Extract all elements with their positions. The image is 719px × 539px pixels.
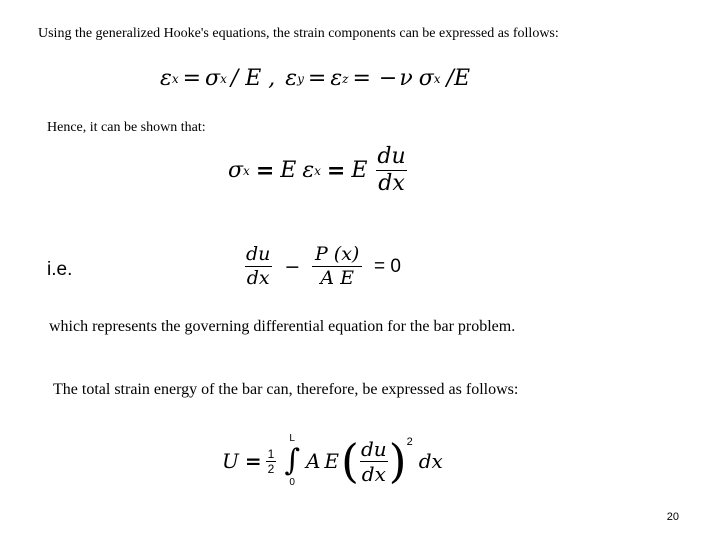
denominator-dx: dx	[361, 461, 386, 486]
epsilon-symbol: ε	[160, 66, 172, 91]
divide-by-e: / E ,	[230, 66, 276, 91]
modulus-e: E	[280, 158, 297, 183]
strain-equation: ε x = σ x / E , ε y = ε z = − ν σ x /E	[160, 66, 471, 91]
page-number: 20	[666, 511, 679, 523]
divide-by-e: /E	[446, 66, 471, 91]
denominator-ae: A E	[312, 266, 362, 288]
numerator-du: du	[360, 436, 387, 461]
sigma-symbol: σ	[205, 66, 221, 91]
modulus-e: E	[324, 449, 340, 473]
upper-limit: L	[289, 433, 295, 444]
epsilon-symbol: ε	[285, 66, 298, 91]
epsilon-symbol: ε	[330, 66, 343, 91]
load-argument: (x)	[333, 243, 360, 265]
equals-sign: =	[307, 66, 327, 91]
derivative-fraction	[244, 245, 272, 288]
equals-sign: =	[326, 157, 346, 184]
exponent-2: 2	[406, 436, 413, 448]
strain-energy-equation	[222, 434, 443, 488]
right-paren: )	[388, 434, 407, 488]
lower-limit: 0	[289, 477, 295, 488]
numerator-du: du	[246, 243, 271, 265]
load-fraction	[312, 245, 362, 288]
load-p: P	[314, 243, 328, 265]
governing-text: which represents the governing differential equation for the bar problem.	[49, 318, 516, 335]
equals-sign: =	[182, 66, 202, 91]
governing-equation	[244, 245, 401, 288]
stress-equation: σ x = E ε x = E $\frac{du}{dx}$	[228, 144, 406, 196]
equals-sign: =	[352, 66, 371, 91]
epsilon-symbol: ε	[302, 158, 315, 183]
denominator-dx: dx	[246, 267, 270, 289]
numerator-load	[313, 245, 361, 266]
modulus-e: E	[351, 158, 368, 183]
equals-sign: =	[244, 449, 262, 473]
hence-text: Hence, it can be shown that:	[47, 120, 206, 135]
intro-text: Using the generalized Hooke's equations, the strain components can be expressed as follows:	[38, 26, 559, 41]
half-fraction	[266, 448, 277, 475]
half-numerator: 1	[267, 446, 275, 461]
sigma-symbol: σ	[228, 158, 244, 183]
integral-with-limits	[284, 434, 300, 488]
denominator-dx: dx	[378, 171, 405, 196]
sigma-symbol: σ	[418, 66, 434, 91]
half-denominator: 2	[267, 461, 275, 476]
minus-sign: −	[378, 66, 398, 91]
numerator-du: du	[377, 144, 406, 169]
differential-dx: dx	[418, 449, 443, 473]
equals-zero: = 0	[373, 255, 401, 277]
derivative-fraction	[375, 146, 407, 195]
left-paren: (	[341, 434, 359, 488]
derivative-fraction	[359, 436, 389, 486]
energy-u: U	[222, 449, 239, 473]
integral-sign: ∫	[284, 443, 300, 478]
ie-label: i.e.	[47, 259, 73, 280]
energy-text: The total strain energy of the bar can, therefore, be expressed as follows:	[53, 381, 519, 398]
area-a: A	[305, 449, 321, 473]
equals-sign: =	[255, 157, 275, 184]
minus-sign: −	[284, 255, 301, 278]
nu-symbol: ν	[399, 66, 413, 91]
